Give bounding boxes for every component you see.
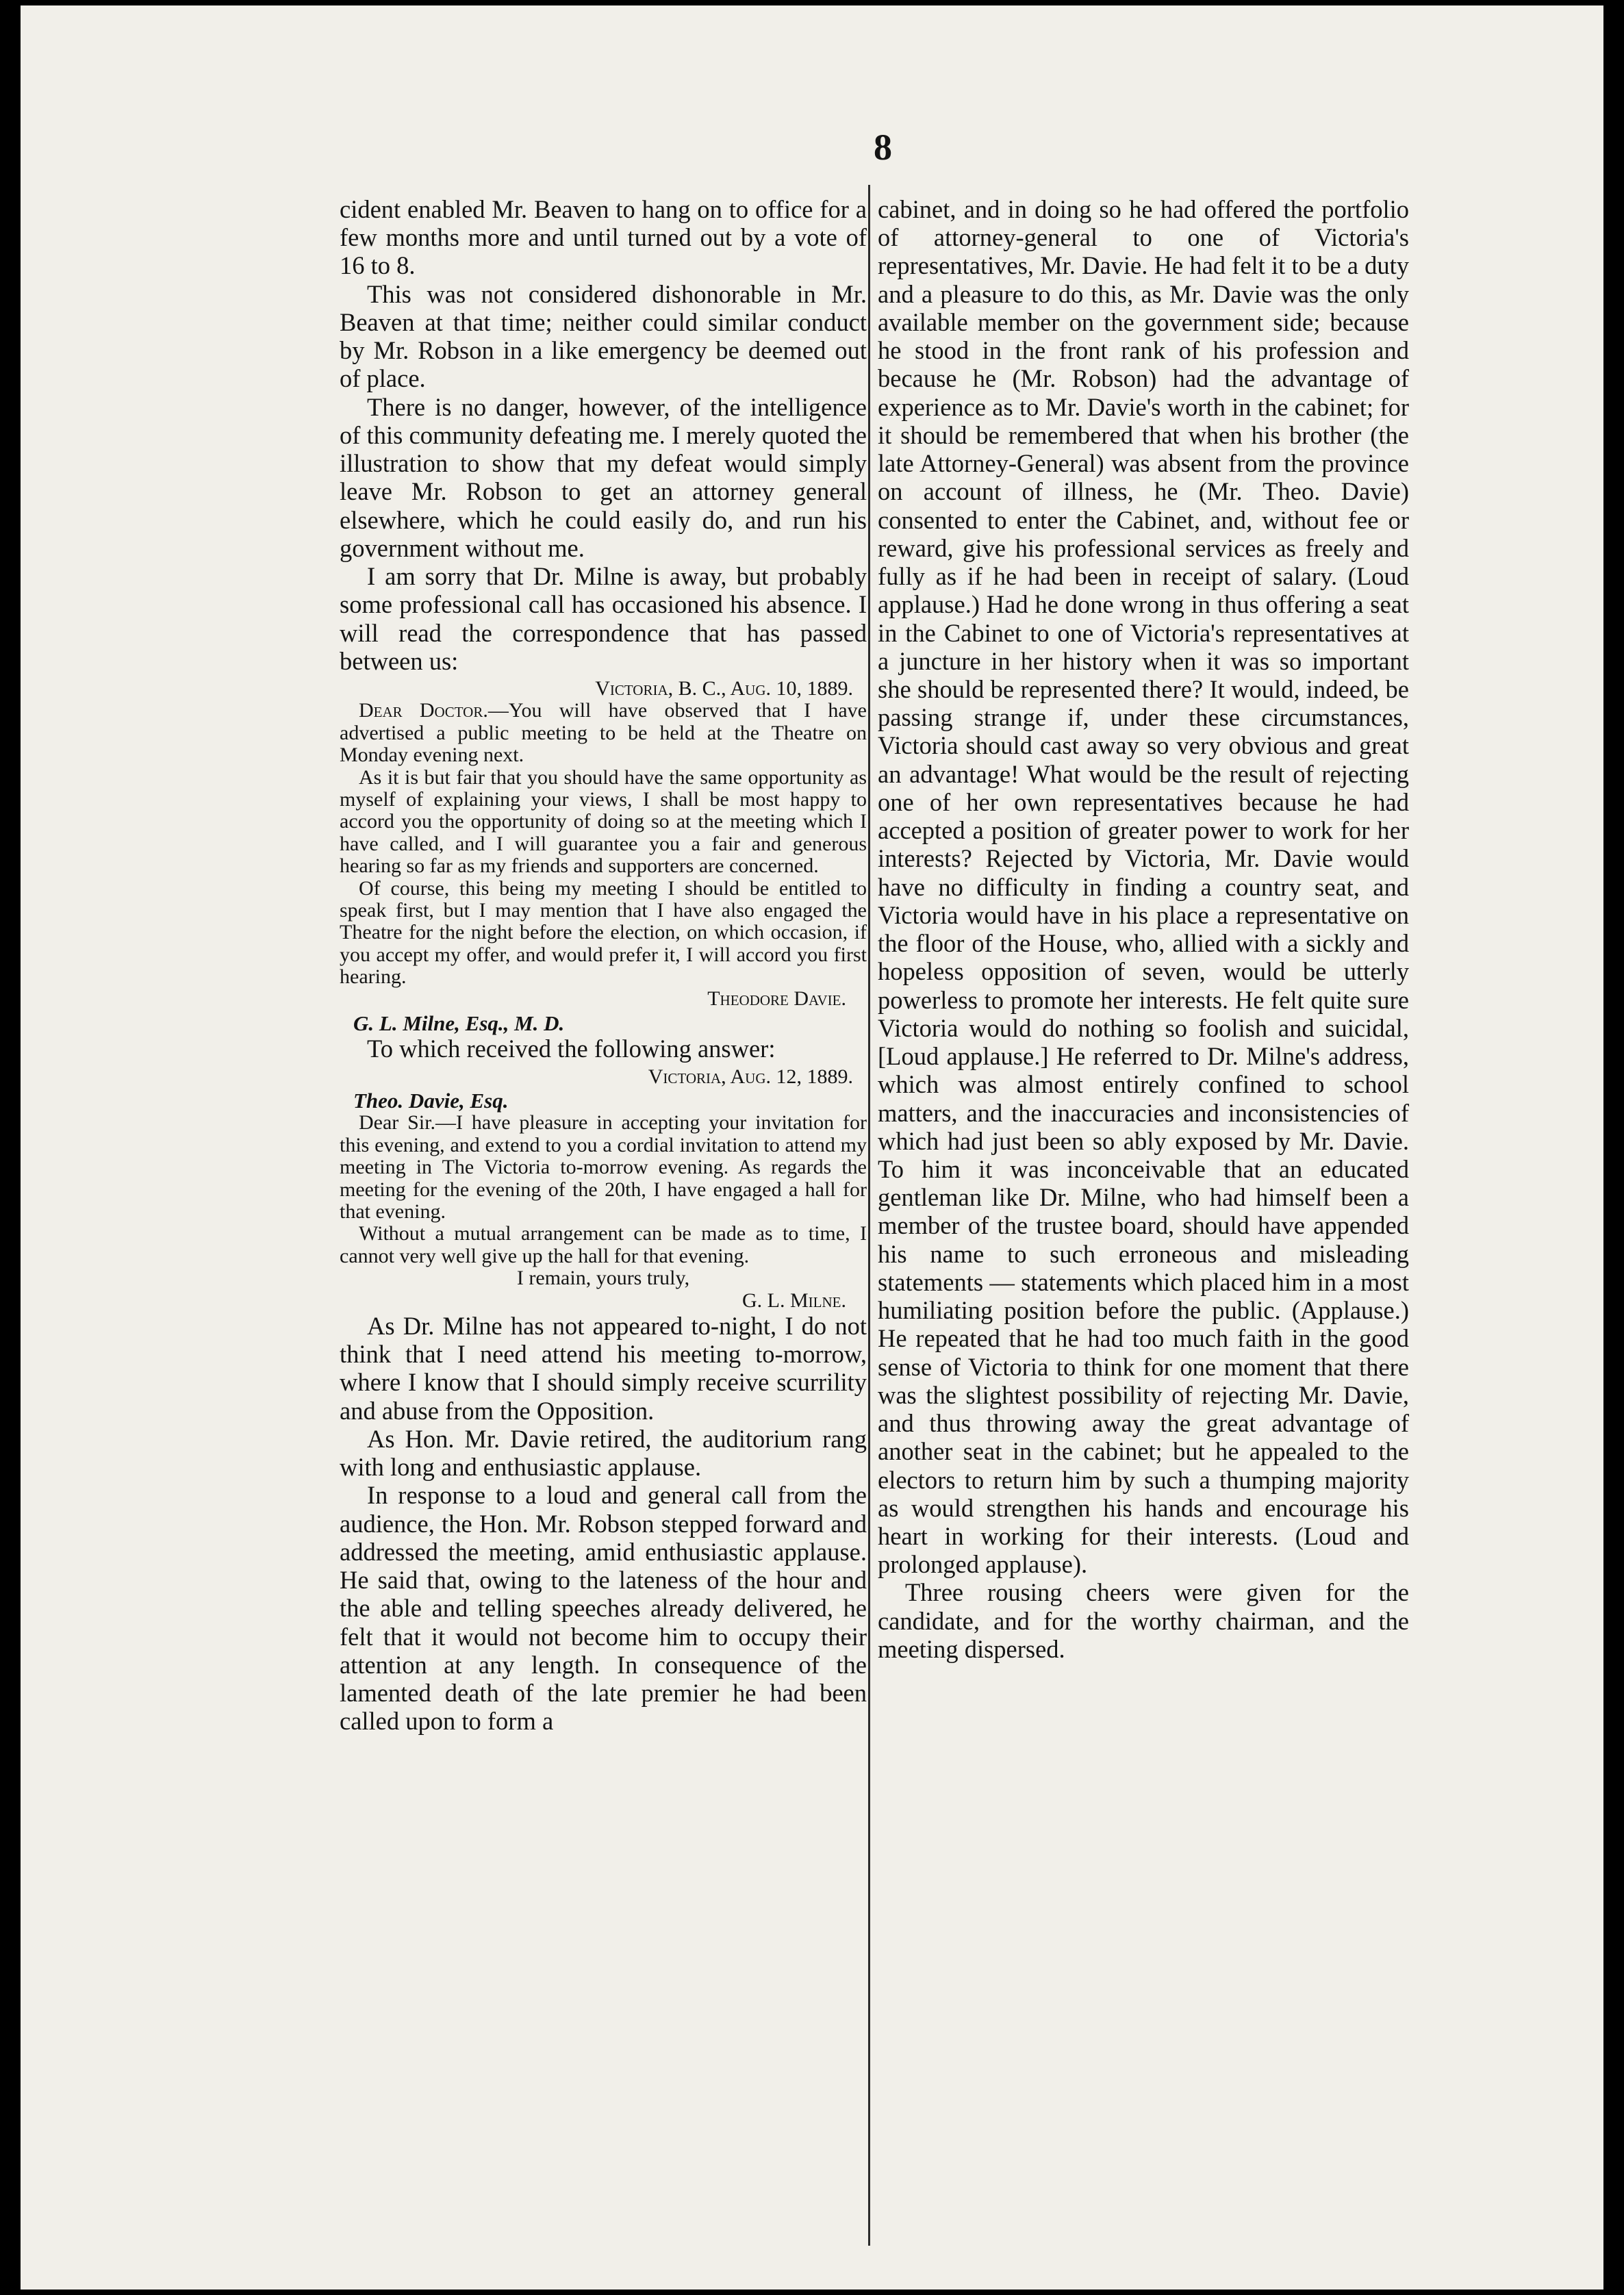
letter-salutation: Dear Doctor.: [359, 699, 488, 722]
letter-body: As it is but fair that you should have the same opportunity as myself of explaining your views, I shall be most happy to accord you the opportunity of doing so at the meeting which I have called, and I will guarantee you a fair and generous hearing so far as my friends and supporters are concerned.: [340, 765, 867, 878]
left-column: [340, 195, 867, 1735]
paragraph: cident enabled Mr. Beaven to hang on to office for a few months more and until turned out by a vote of 16 to 8.: [340, 195, 867, 280]
paragraph: There is no danger, however, of the intelligence of this community defeating me. I merely quoted the illustration to show that my defeat would simply leave Mr. Robson to get an attorney general elsewhere, which he could easily do, and run his government without me.: [340, 392, 867, 562]
letter-body: Of course, this being my meeting I should be entitled to speak first, but I may mention that I have also engaged the Theatre for the night before the election, on which occasion, if you accept my offer, and would prefer it, I will accord you first hearing.: [340, 876, 867, 989]
letter-milne-to-davie: [340, 1066, 867, 1312]
letter-addressee: Theo. Davie, Esq.: [353, 1088, 509, 1113]
letter-addressee: G. L. Milne, Esq., M. D.: [353, 1011, 565, 1035]
letter-dateline: Victoria, B. C., Aug. 10, 1889.: [595, 676, 853, 700]
column-divider: [868, 185, 870, 2246]
letter-signature: G. L. Milne.: [742, 1289, 846, 1312]
letter-body: Without a mutual arrangement can be made as to time, I cannot very well give up the hall for that evening.: [340, 1222, 867, 1267]
paragraph: In response to a loud and general call from the audience, the Hon. Mr. Robson stepped forward and addressed the meeting, amid enthusiastic applause. He said that, owing to the lateness of the hour and the able and telling speeches already delivered, he felt that it would not become him to occupy their attention at any length. In consequence of the lamented death of the late premier he had been called upon to form a: [340, 1481, 867, 1736]
letter-body: Dear Sir.—I have pleasure in accepting your invitation for this evening, and extend to you a cordial invitation to attend my meeting in The Victoria to-morrow evening. As regards the meeting for the evening of the 20th, I have engaged a hall for that evening.: [340, 1111, 867, 1223]
paragraph: Three rousing cheers were given for the candidate, and for the worthy chairman, and the meeting dispersed.: [878, 1578, 1409, 1663]
letter-closing: I remain, yours truly,: [516, 1267, 690, 1290]
paragraph: This was not considered dishonorable in Mr. Beaven at that time; neither could similar conduct by Mr. Robson in a like emergency be deemed out of place.: [340, 279, 867, 393]
letter-dateline: Victoria, Aug. 12, 1889.: [648, 1065, 853, 1088]
letter-signature: Theodore Davie.: [707, 987, 846, 1011]
paragraph: As Dr. Milne has not appeared to-night, I do not think that I need attend his meeting to-morrow, where I know that I should simply receive scurrility and abuse from the Opposition.: [340, 1311, 867, 1425]
letter-body: —You will have observed that I have advertised a public meeting to be held at the Theatre on Monday evening next.: [340, 699, 867, 767]
paragraph: cabinet, and in doing so he had offered the portfolio of attorney-general to one of Victoria's representatives, Mr. Davie. He had felt it to be a duty and a pleasure to do this, as Mr. Davie was the only available member on the government side; because he stood in the front rank of his profession and because he (Mr. Robson) had the advantage of experience as to Mr. Davie's worth in the cabinet; for it should be remembered that when his brother (the late Attorney-General) was absent from the province on account of illness, he (Mr. Theo. Davie) consented to enter the Cabinet, and, without fee or reward, give his professional services as freely and fully as if he had been in receipt of salary. (Loud applause.) Had he done wrong in thus offering a seat in the Cabinet to one of Victoria's representatives at a juncture in her history when it was so important she should be represented there? It would, indeed, be passing strange if, under these circumstances, Victoria should cast away so very obvious and great an advantage! What would be the result of rejecting one of her own representatives because he had accepted a position of greater power to work for her interests? Rejected by Victoria, Mr. Davie would have no difficulty in finding a country seat, and Victoria would have in his place a representative on the floor of the House, who, allied with a sickly and hopeless opposition of seven, would be utterly powerless to promote her interests. He felt quite sure Victoria would do nothing so foolish and suicidal, [Loud applause.] He referred to Dr. Milne's address, which was almost entirely confined to school matters, and the inaccuracies and inconsistencies of which had just been so ably exposed by Mr. Davie. To him it was inconceivable that an educated gentleman like Dr. Milne, who had himself been a member of the trustee board, should have appended his name to such erroneous and misleading statements — statements which placed him in a most humiliating position before the public. (Applause.) He repeated that he had too much faith in the good sense of Victoria to think for one moment that there was the slightest possibility of rejecting Mr. Davie, and thus throwing away the great advantage of another seat in the cabinet; but he appealed to the electors to return him by such a thumping majority as would strengthen his hands and encourage his heart in working for their interests. (Loud and prolonged applause).: [878, 195, 1409, 1579]
paragraph: To which received the following answer:: [367, 1035, 776, 1063]
letter-davie-to-milne: [340, 678, 867, 1035]
paragraph: As Hon. Mr. Davie retired, the auditorium rang with long and enthusiastic applause.: [340, 1424, 867, 1482]
page-number: 8: [874, 127, 892, 168]
paragraph: I am sorry that Dr. Milne is away, but probably some professional call has occasioned his absence. I will read the correspondence that has passed between us:: [340, 562, 867, 675]
right-column: [878, 195, 1409, 1663]
